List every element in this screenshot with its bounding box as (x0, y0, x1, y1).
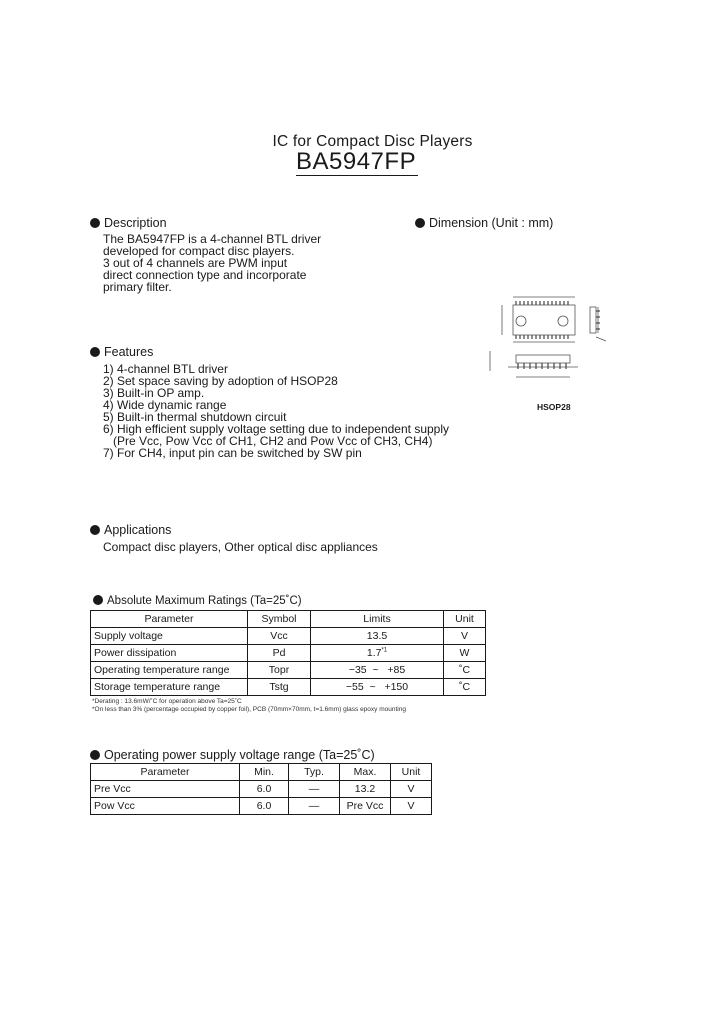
symbol-cell: Topr (248, 662, 311, 679)
symbol-cell: Tstg (248, 679, 311, 696)
abs-max-heading: Absolute Maximum Ratings (Ta=25˚C) (93, 595, 302, 607)
description-line: The BA5947FP is a 4-channel BTL driver (103, 232, 322, 246)
column-header: Typ. (289, 764, 340, 781)
table-row (91, 662, 486, 679)
abs-max-table (90, 610, 486, 696)
column-header: Min. (240, 764, 289, 781)
table-row (91, 679, 486, 696)
limit-cell: 13.5 (311, 628, 444, 645)
features-list (103, 363, 449, 459)
feature-item: 7) For CH4, input pin can be switched by SW pin (103, 446, 362, 460)
column-header: Parameter (91, 764, 240, 781)
limit-cell: −55 ~ +150 (311, 679, 444, 696)
symbol-cell: Vcc (248, 628, 311, 645)
feature-item: 6) High efficient supply voltage setting due to independent supply (103, 422, 450, 436)
column-header: Parameter (91, 611, 248, 628)
feature-item: 4) Wide dynamic range (103, 398, 227, 412)
document-title: IC for Compact Disc Players (272, 133, 473, 150)
table-row (91, 628, 486, 645)
description-line: primary filter. (103, 280, 172, 294)
typ-cell: — (289, 781, 340, 798)
limit-cell: 1.7$^{*1}$ (311, 645, 444, 662)
min-cell: 6.0 (240, 798, 289, 815)
unit-cell: V (391, 798, 432, 815)
footnote: *On less than 3% (percentage occupied by copper foil), PCB (70mm×70mm, t=1.6mm) glass epoxy mounting (92, 706, 406, 713)
table-row (91, 781, 432, 798)
typ-cell: — (289, 798, 340, 815)
min-cell: 6.0 (240, 781, 289, 798)
column-header: Unit (444, 611, 486, 628)
unit-cell: ˚C (444, 679, 486, 696)
unit-cell: ˚C (444, 662, 486, 679)
column-header: Unit (391, 764, 432, 781)
package-label: HSOP28 (537, 402, 571, 412)
parameter-cell: Supply voltage (91, 628, 248, 645)
applications-text: Compact disc players, Other optical disc appliances (103, 540, 378, 554)
max-cell: Pre Vcc (340, 798, 391, 815)
applications-heading: Applications (90, 523, 171, 537)
description-line: developed for compact disc players. (103, 244, 295, 258)
table-header-row (91, 764, 432, 781)
parameter-cell: Pre Vcc (91, 781, 240, 798)
part-number: BA5947FP (296, 148, 417, 175)
table-header-row (91, 611, 486, 628)
op-supply-table (90, 763, 432, 815)
op-supply-heading: Operating power supply voltage range (Ta=25˚C) (90, 748, 375, 762)
package-dimension-drawing (478, 285, 628, 395)
footnote: *Derating : 13.6mW/˚C for operation above Ta=25˚C (92, 698, 242, 705)
parameter-cell: Pow Vcc (91, 798, 240, 815)
max-cell: 13.2 (340, 781, 391, 798)
unit-cell: W (444, 645, 486, 662)
footnote-mark: *1 (381, 647, 388, 654)
limit-cell: −35 ~ +85 (311, 662, 444, 679)
feature-item: 5) Built-in thermal shutdown circuit (103, 410, 287, 424)
parameter-cell: Storage temperature range (91, 679, 248, 696)
table-row (91, 798, 432, 815)
symbol-cell: Pd (248, 645, 311, 662)
feature-item: 2) Set space saving by adoption of HSOP28 (103, 374, 338, 388)
column-header: Max. (340, 764, 391, 781)
column-header: Symbol (248, 611, 311, 628)
description-line: 3 out of 4 channels are PWM input (103, 256, 288, 270)
feature-item: 3) Built-in OP amp. (103, 386, 205, 400)
dimension-heading: Dimension (Unit : mm) (415, 216, 553, 230)
features-heading: Features (90, 345, 153, 359)
table-row (91, 645, 486, 662)
unit-cell: V (444, 628, 486, 645)
parameter-cell: Power dissipation (91, 645, 248, 662)
parameter-cell: Operating temperature range (91, 662, 248, 679)
description-body (103, 233, 321, 293)
description-line: direct connection type and incorporate (103, 268, 307, 282)
description-heading: Description (90, 216, 167, 230)
feature-item: (Pre Vcc, Pow Vcc of CH1, CH2 and Pow Vcc of CH3, CH4) (103, 434, 433, 448)
feature-item: 1) 4-channel BTL driver (103, 362, 228, 376)
column-header: Limits (311, 611, 444, 628)
unit-cell: V (391, 781, 432, 798)
